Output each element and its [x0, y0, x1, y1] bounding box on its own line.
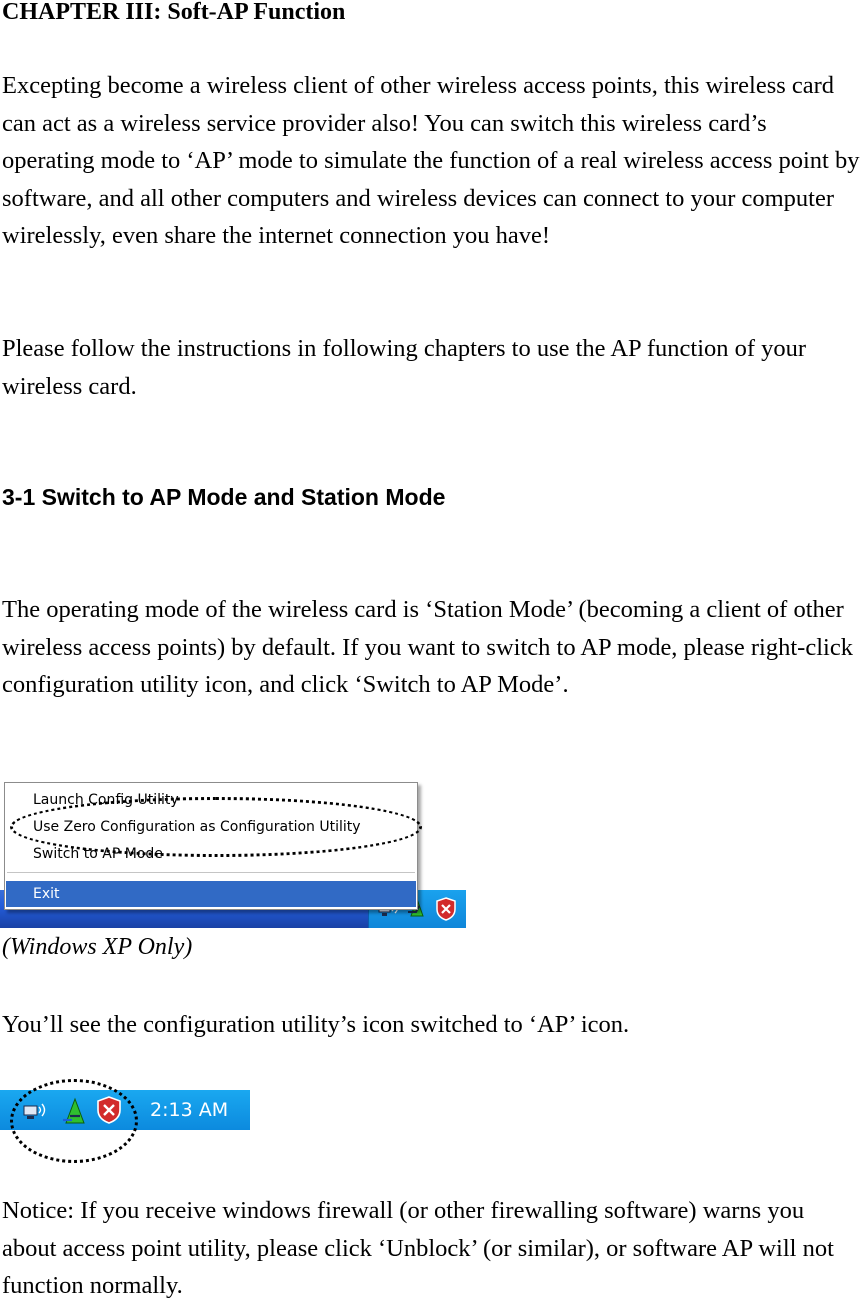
menu-separator	[7, 872, 415, 873]
follow-instructions-paragraph: Please follow the instructions in following chapters to use the AP function of your wireless card.	[2, 335, 807, 400]
caption-text: (Windows XP Only)	[2, 934, 193, 960]
station-mode-paragraph: The operating mode of the wireless card is ‘Station Mode’ (becoming a client of other wireless access points) by default. If you want to switch to AP mode, please right-click configuration utility icon, and click ‘Switch to AP Mode’.	[2, 596, 853, 699]
chapter-title: CHAPTER III: Soft-AP Function	[2, 0, 346, 25]
intro-paragraph: Excepting become a wireless client of other wireless access points, this wireless card can act as a wireless service provider also! You can switch this wireless card’s operating mode to ‘AP’ mode to simulate the function of a real wireless access point by software, and all other computers and wireless devices can connect to your computer wirelessly, even share the internet connection you have!	[2, 72, 860, 250]
security-shield-icon[interactable]	[435, 897, 457, 921]
notice-paragraph: Notice: If you receive windows firewall (or other firewalling software) warns you about access point utility, please click ‘Unblock’ (or similar), or software AP will not function normally.	[2, 1197, 834, 1300]
menu-item-label: Switch to AP Mode	[33, 846, 163, 862]
screenshot-caption	[2, 929, 192, 965]
menu-item-label: Use Zero Configuration as Configuration Utility	[33, 819, 361, 835]
menu-item-label: Launch Config Utility	[33, 792, 179, 808]
section-title: 3-1 Switch to AP Mode and Station Mode	[2, 484, 446, 510]
context-menu-screenshot	[0, 780, 466, 928]
highlight-oval	[10, 797, 422, 857]
tray-clock[interactable]: 2:13 AM	[150, 1099, 229, 1121]
ap-icon-paragraph: You’ll see the configuration utility’s icon switched to ‘AP’ icon.	[2, 1011, 630, 1038]
menu-item-exit[interactable]	[6, 881, 416, 907]
tray-screenshot	[0, 1078, 250, 1164]
menu-item-label: Exit	[33, 886, 60, 902]
highlight-oval	[10, 1079, 138, 1163]
